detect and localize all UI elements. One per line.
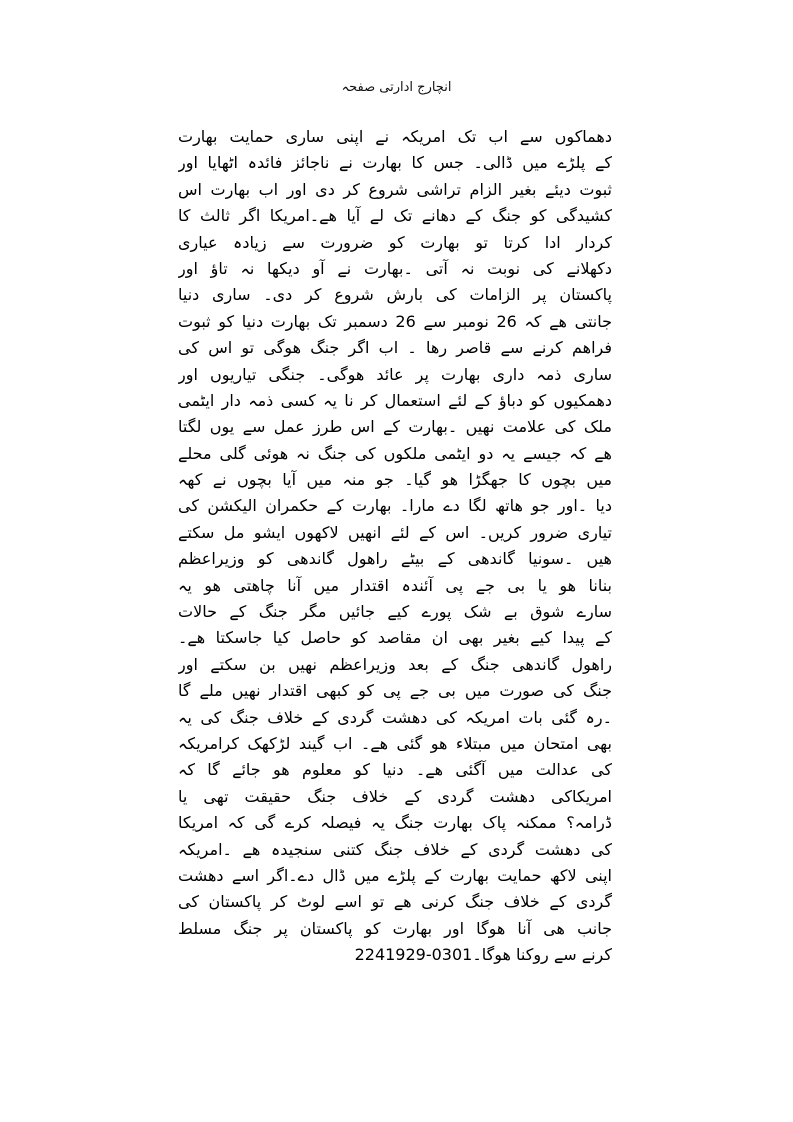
article-line: پاکستان پر الزامات کی بارش شروع کر دی۔ ساری دنیا [178, 285, 612, 305]
article-line: دھماکوں سے اب تک امریکہ نے اپنی ساری حمایت بھارت [178, 127, 612, 146]
article-line: جنگ کی صورت میں بی جے پی کو کبھی اقتدار نھیں ملے گا [178, 681, 612, 701]
article-line: کی عدالت میں آگئی ھے۔ دنیا کو معلوم ھو جائے گا کہ [178, 760, 612, 780]
article-line: اپنی لاکھ حمایت بھارت کے پلڑے میں ڈال دے۔اگر اسے دھشت [178, 865, 612, 885]
article-line: کے پیدا کیے بغیر بھی ان مقاصد کو حاصل کیا جاسکتا ھے۔ [178, 628, 612, 648]
page-header-title: انچارج ادارتی صفحہ [341, 80, 452, 95]
article-line: ثبوت دیئے بغیر الزام تراشی شروع کر دی اور اب بھارت اس [178, 179, 612, 199]
article-line: میں بچوں کا جھگڑا ھو گیا۔ جو منہ میں آیا بچوں نے کھہ [178, 470, 612, 490]
article-line: ڈرامہ؟ ممکنہ پاک بھارت جنگ یہ فیصلہ کرے گی کہ امریکا [178, 813, 612, 833]
article-line: ساری ذمہ داری بھارت پر عائد ھوگی۔ جنگی تیاریوں اور [178, 364, 612, 384]
article-line: ھیں ۔سونیا گاندھی کے بیٹے راھول گاندھی کو وزیراعظم [178, 549, 612, 569]
article-body [178, 124, 612, 969]
article-line: دکھلانے کی نوبت نہ آتی ۔بھارت نے آو دیکھا نہ تاؤ اور [178, 258, 612, 278]
article-line: کردار ادا کرتا تو بھارت کو ضرورت سے زیادہ عیاری [178, 232, 612, 252]
article-line: جانتی ھے کہ 26 نومبر سے 26 دسمبر تک بھارت دنیا کو ثبوت [178, 311, 612, 331]
article-line: فراھم کرنے سے قاصر رھا ۔ اب اگر جنگ ھوگی تو اس کی [178, 338, 612, 358]
article-line: تیاری ضرور کریں۔ اس کے لئے انھیں لاکھوں ایشو مل سکتے [178, 522, 612, 542]
article-line: جانب ھی آنا ھوگا اور بھارت کو پاکستان پر جنگ مسلط [178, 918, 612, 938]
article-line: راھول گاندھی جنگ کے بعد وزیراعظم نھیں بن سکتے اور [178, 654, 612, 674]
article-line: گردی کے خلاف جنگ کرنی ھے تو اسے لوٹ کر پاکستان کی [178, 892, 612, 912]
article-line: ملک کی علامت نھیں ۔بھارت کے اس طرز عمل سے یوں لگتا [178, 417, 612, 437]
article-line: بنانا ھو یا بی جے پی آئندہ اقتدار میں آنا چاھتی ھو یہ [178, 575, 612, 595]
article-line: ۔رہ گئی بات امریکہ کی دھشت گردی کے خلاف جنگ کی یہ [178, 707, 612, 727]
article-line: امریکاکی دھشت گردی کے خلاف جنگ حقیقت تھی یا [178, 786, 612, 806]
article-line: بھی امتحان میں مبتلاء ھو گئی ھے۔ اب گیند لڑکھک کرامریکہ [178, 733, 612, 753]
article-line: دیا ۔اور جو ھاتھ لگا دے مارا۔ بھارت کے حکمران الیکشن کی [178, 496, 612, 516]
article-line: دھمکیوں کو دباؤ کے لئے استعمال کر نا یہ کسی ذمہ دار ایٹمی [178, 390, 612, 410]
article-line: کشیدگی کو جنگ کے دھانے تک لے آیا ھے۔امریکا اگر ثالث کا [178, 206, 612, 226]
article-line: سارے شوق بے شک پورے کیے جائیں مگر جنگ کے حالات [178, 602, 612, 622]
article-line: کے پلڑے میں ڈالی۔ جس کا بھارت نے ناجائز فائدہ اٹھایا اور [178, 153, 612, 173]
article-line: ھے کہ جیسے یہ دو ایٹمی ملکوں کی جنگ نہ ھوئی گلی محلے [178, 443, 612, 463]
article-line: کی دھشت گردی کے خلاف جنگ کتنی سنجیدہ ھے ۔امریکہ [178, 839, 612, 859]
article-line: کرنے سے روکنا ھوگا۔0301-2241929 [354, 945, 612, 965]
